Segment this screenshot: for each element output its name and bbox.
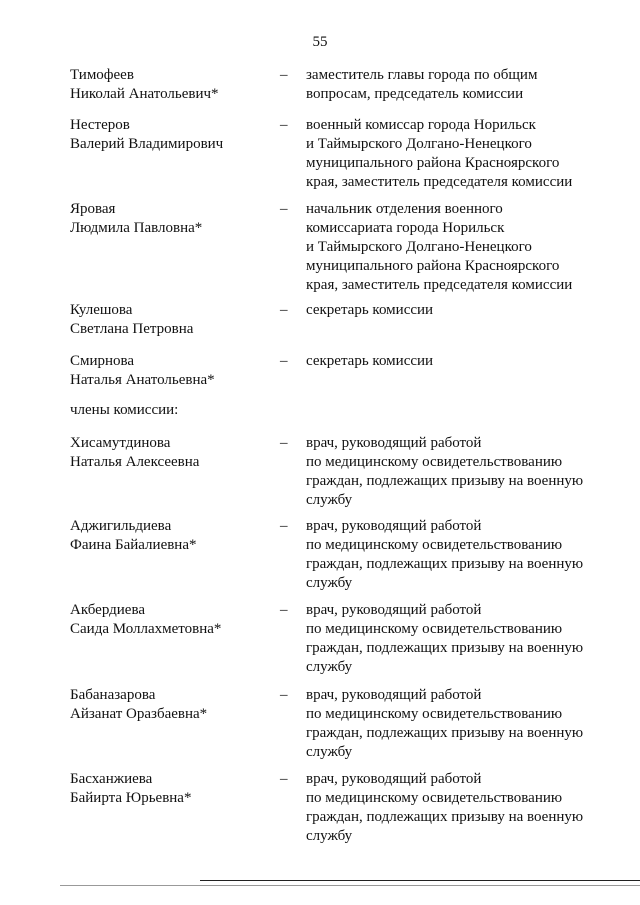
- member-name: [70, 517, 270, 555]
- footer-rule-shadow: [60, 885, 640, 886]
- member-given-name: Саида Моллахметовна*: [70, 621, 222, 637]
- member-surname: Кулешова: [70, 302, 133, 318]
- dash-separator: –: [280, 201, 288, 217]
- member-name: [70, 434, 270, 472]
- member-given-name: Николай Анатольевич*: [70, 86, 219, 102]
- member-given-name: Людмила Павловна*: [70, 220, 203, 236]
- member-surname: Хисамутдинова: [70, 435, 171, 451]
- member-name: [70, 686, 270, 724]
- dash-separator: –: [280, 353, 288, 369]
- member-name: [70, 116, 270, 154]
- member-surname: Нестеров: [70, 117, 130, 133]
- member-surname: Аджигильдиева: [70, 518, 172, 534]
- member-name: [70, 352, 270, 390]
- member-role: врач, руководящий работой по медицинскому освидетельствованию граждан, подлежащих призыву на военную службу: [306, 518, 584, 591]
- member-surname: Яровая: [70, 201, 116, 217]
- member-name: [70, 200, 270, 238]
- dash-separator: –: [280, 687, 288, 703]
- dash-separator: –: [280, 771, 288, 787]
- member-given-name: Айзанат Оразбаевна*: [70, 706, 208, 722]
- dash-separator: –: [280, 435, 288, 451]
- member-given-name: Валерий Владимирович: [70, 136, 224, 152]
- member-role: врач, руководящий работой по медицинскому освидетельствованию граждан, подлежащих призыву на военную службу: [306, 771, 584, 844]
- member-name: [70, 301, 270, 339]
- footer-rule: [200, 880, 640, 881]
- member-name: [70, 601, 270, 639]
- member-role: врач, руководящий работой по медицинскому освидетельствованию граждан, подлежащих призыву на военную службу: [306, 602, 584, 675]
- page-number: 55: [312, 34, 328, 50]
- member-surname: Акбердиева: [70, 602, 145, 618]
- member-given-name: Байирта Юрьевна*: [70, 790, 192, 806]
- dash-separator: –: [280, 117, 288, 133]
- dash-separator: –: [280, 67, 288, 83]
- member-surname: Смирнова: [70, 353, 135, 369]
- member-given-name: Фаина Байалиевна*: [70, 537, 197, 553]
- member-role: начальник отделения военного комиссариата города Норильск и Таймырского Долгано-Ненецкого муниципального района Красноярского края, заместитель председателя комиссии: [306, 201, 573, 293]
- dash-separator: –: [280, 602, 288, 618]
- member-role: врач, руководящий работой по медицинскому освидетельствованию граждан, подлежащих призыву на военную службу: [306, 435, 584, 508]
- member-role: заместитель главы города по общим вопросам, председатель комиссии: [306, 67, 538, 102]
- member-role: военный комиссар города Норильск и Таймырского Долгано-Ненецкого муниципального района Красноярского края, заместитель председателя комиссии: [306, 117, 573, 190]
- members-section-title: члены комиссии:: [70, 402, 179, 418]
- member-surname: Тимофеев: [70, 67, 134, 83]
- member-surname: Бабаназарова: [70, 687, 156, 703]
- dash-separator: –: [280, 302, 288, 318]
- member-role: врач, руководящий работой по медицинскому освидетельствованию граждан, подлежащих призыву на военную службу: [306, 687, 584, 760]
- member-given-name: Светлана Петровна: [70, 321, 194, 337]
- dash-separator: –: [280, 518, 288, 534]
- member-given-name: Наталья Анатольевна*: [70, 372, 215, 388]
- member-name: [70, 770, 270, 808]
- member-role: секретарь комиссии: [306, 302, 434, 318]
- member-name: [70, 66, 270, 104]
- member-surname: Басханжиева: [70, 771, 153, 787]
- member-role: секретарь комиссии: [306, 353, 434, 369]
- member-given-name: Наталья Алексеевна: [70, 454, 200, 470]
